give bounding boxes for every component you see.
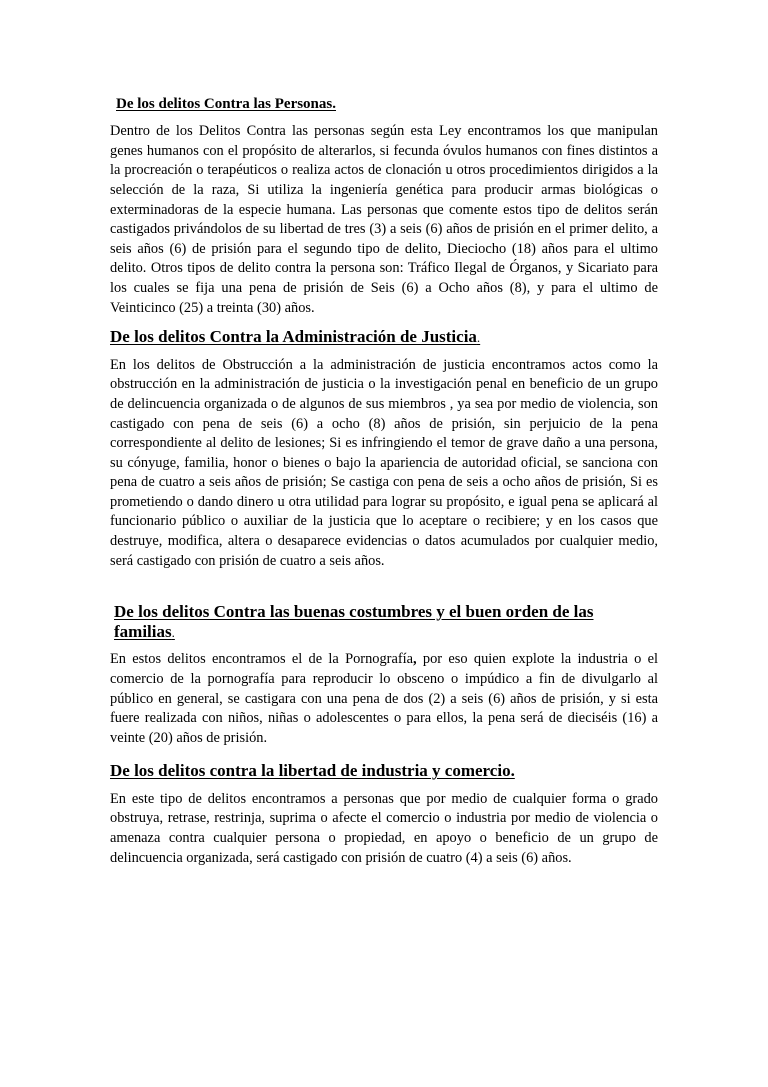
section-heading-text: De los delitos Contra la Administración de Justicia (110, 327, 477, 347)
section-heading-text: De los delitos contra la libertad de industria y comercio. (110, 761, 515, 781)
section-heading-personas (110, 96, 658, 113)
section-heading-industria (110, 761, 658, 781)
spacer (110, 641, 658, 650)
spacer (110, 347, 658, 356)
section-body-industria: En este tipo de delitos encontramos a personas que por medio de cualquier forma o grado obstruya, retrase, restrinja, suprima o afecte el comercio o industria por medio de violencia o amenaza contra cualquier persona o propiedad, en apoyo o beneficio de un grupo de delincuencia organizada, será castigado con prisión de cuatro (4) a seis (6) años. (110, 790, 658, 866)
section-heading-text: De los delitos Contra las Personas. (116, 96, 336, 112)
section-heading-justicia (110, 327, 658, 347)
section-body-costumbres (110, 650, 658, 748)
body-text-start: En estos delitos encontramos el de la Pornografía (110, 651, 414, 668)
section-body-personas: Dentro de los Delitos Contra las personas según esta Ley encontramos los que manipulan genes humanos con el propósito de alterarlos, si fecunda óvulos humanos con fines distintos a la procreación o terapéuticos o realiza actos de clonación u otros procedimientos dirigidos a la selección de la raza, Si utiliza la ingeniería genética para producir armas biológicas o exterminadoras de la especie humana. Las personas que comente estos tipo de delitos serán castigados privándolos de su libertad de tres (3) a seis (6) años de prisión en el primer delito, a seis años (6) de prisión para el segundo tipo de delito, Dieciocho (18) años para el ultimo delito. Otros tipos de delito contra la persona son: Tráfico Ilegal de Órganos, y Sicariato para los cuales se fija una pena de prisión de Seis (6) a Ocho años (8), y para el ultimo de Veinticinco (25) a treinta (30) años. (110, 123, 658, 316)
spacer (110, 571, 658, 602)
spacer (110, 113, 658, 122)
spacer (110, 781, 658, 790)
spacer (110, 318, 658, 327)
spacer (110, 748, 658, 761)
document-body (110, 96, 658, 868)
section-heading-text: De los delitos Contra las buenas costumbres y el buen orden de las familias (114, 602, 594, 641)
heading-trailing-dot: . (171, 624, 175, 640)
body-text-bold-comma: , (413, 651, 417, 668)
section-heading-costumbres (110, 602, 658, 641)
body-text-rest: por eso quien explote la industria o el comercio de la pornografía para reproducir lo obsceno o impúdico a fin de divulgarlo al público en general, se castigara con una pena de dos (2) a seis (6) años de prisión, y si esta fuere realizada con niños, niñas o adolescentes o para ellos, la pena será de dieciséis (16) a veinte (20) años de prisión. (110, 651, 658, 746)
heading-trailing-dot: . (476, 330, 481, 346)
section-body-justicia: En los delitos de Obstrucción a la administración de justicia encontramos actos como la obstrucción en la administración de justicia o la investigación penal en beneficio de un grupo de delincuencia organizada o de algunos de sus miembros , ya sea por medio de violencia, son castigado con pena de seis (6) a ocho (8) años de prisión, sin perjuicio de la pena correspondiente al delito de lesiones; Si es infringiendo el temor de grave daño a una persona, su cónyuge, familia, honor o bienes o bajo la apariencia de autoridad oficial, se sanciona con pena de cuatro a seis años de prisión; Se castiga con pena de seis a ocho años de prisión, Si es prometiendo o dando dinero u otra utilidad para lograr su propósito, e igual pena se aplicará al funcionario público o auxiliar de la justicia que lo aceptare o recibiere; y en los casos que destruye, modifica, altera o desaparece evidencias o datos acumulados por cualquier medio, será castigado con prisión de cuatro a seis años. (110, 356, 658, 569)
